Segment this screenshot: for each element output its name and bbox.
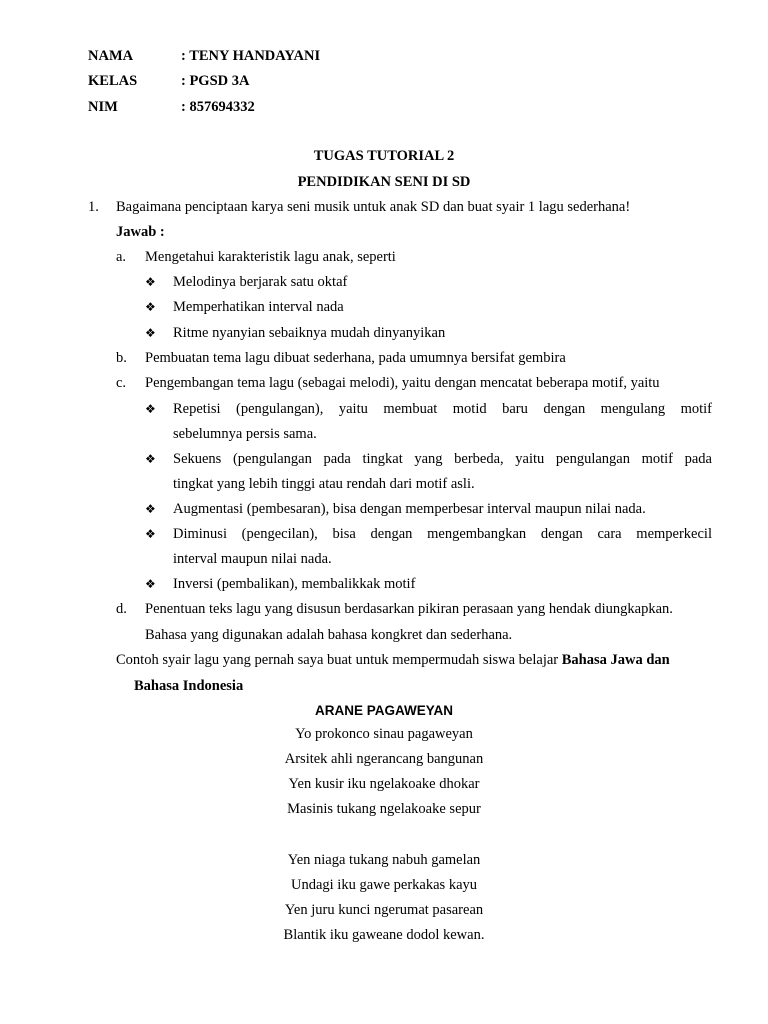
- item-a-bullet-3: Ritme nyanyian sebaiknya mudah dinyanyikan: [173, 325, 446, 341]
- example-intro-bold: Bahasa Jawa dan: [561, 652, 670, 668]
- item-a-marker: a.: [116, 249, 127, 265]
- item-c-text: Pengembangan tema lagu (sebagai melodi), yaitu dengan mencatat beberapa motif, yaitu: [145, 375, 660, 391]
- nim-value: : 857694332: [181, 99, 255, 115]
- item-d-line-1: Penentuan teks lagu yang disusun berdasarkan pikiran perasaan yang hendak diungkapkan.: [145, 601, 673, 617]
- diamond-bullet-icon: ❖: [145, 527, 156, 541]
- example-intro-bold-2: Bahasa Indonesia: [134, 678, 244, 694]
- song-line: Arsitek ahli ngerancang bangunan: [284, 751, 484, 767]
- song-line: Yo prokonco sinau pagaweyan: [295, 726, 473, 742]
- diamond-bullet-icon: ❖: [145, 300, 156, 314]
- diamond-bullet-icon: ❖: [145, 402, 156, 416]
- item-a-text: Mengetahui karakteristik lagu anak, seperti: [145, 249, 396, 265]
- song-line: Yen juru kunci ngerumat pasarean: [284, 902, 484, 918]
- diamond-bullet-icon: ❖: [145, 577, 156, 591]
- item-d-marker: d.: [116, 601, 127, 617]
- song-line: Blantik iku gaweane dodol kewan.: [283, 927, 485, 943]
- question-text: Bagaimana penciptaan karya seni musik untuk anak SD dan buat syair 1 lagu sederhana!: [116, 199, 631, 215]
- item-c-bullet-5: Inversi (pembalikan), membalikkak motif: [173, 576, 416, 592]
- diamond-bullet-icon: ❖: [145, 275, 156, 289]
- answer-label: Jawab :: [116, 224, 165, 240]
- item-c-bullet-4-line-1: Diminusi (pengecilan), bisa dengan mengembangkan dengan cara memperkecil: [173, 526, 712, 542]
- song-line: Yen kusir iku ngelakoake dhokar: [288, 776, 480, 792]
- item-c-marker: c.: [116, 375, 127, 391]
- item-c-bullet-4-line-2: interval maupun nilai nada.: [173, 551, 332, 567]
- song-title: ARANE PAGAWEYAN: [314, 703, 454, 718]
- diamond-bullet-icon: ❖: [145, 326, 156, 340]
- diamond-bullet-icon: ❖: [145, 452, 156, 466]
- kelas-value: : PGSD 3A: [181, 73, 250, 89]
- title-line-2: PENDIDIKAN SENI DI SD: [297, 174, 471, 190]
- song-line: Undagi iku gawe perkakas kayu: [290, 877, 478, 893]
- item-d-line-2: Bahasa yang digunakan adalah bahasa kongkret dan sederhana.: [145, 627, 513, 643]
- song-line: Masinis tukang ngelakoake sepur: [287, 801, 481, 817]
- nama-value: : TENY HANDAYANI: [181, 48, 321, 64]
- item-c-bullet-3: Augmentasi (pembesaran), bisa dengan memperbesar interval maupun nilai nada.: [173, 501, 646, 517]
- song-line: Yen niaga tukang nabuh gamelan: [287, 852, 481, 868]
- item-b-marker: b.: [116, 350, 127, 366]
- item-c-bullet-1-line-2: sebelumnya persis sama.: [173, 426, 317, 442]
- example-intro: [116, 651, 670, 669]
- question-number: 1.: [88, 199, 99, 215]
- nim-label: NIM: [88, 99, 118, 115]
- item-c-bullet-1-line-1: Repetisi (pengulangan), yaitu membuat motid baru dengan mengulang motif: [173, 401, 712, 417]
- diamond-bullet-icon: ❖: [145, 502, 156, 516]
- item-c-bullet-2-line-1: Sekuens (pengulangan pada tingkat yang berbeda, yaitu pengulangan motif pada: [173, 451, 712, 467]
- item-b-text: Pembuatan tema lagu dibuat sederhana, pada umumnya bersifat gembira: [145, 350, 566, 366]
- item-a-bullet-1: Melodinya berjarak satu oktaf: [173, 274, 348, 290]
- title-line-1: TUGAS TUTORIAL 2: [313, 148, 455, 164]
- example-intro-text: Contoh syair lagu yang pernah saya buat untuk mempermudah siswa belajar: [116, 652, 562, 668]
- nama-label: NAMA: [88, 48, 134, 64]
- item-c-bullet-2-line-2: tingkat yang lebih tinggi atau rendah dari motif asli.: [173, 476, 475, 492]
- item-a-bullet-2: Memperhatikan interval nada: [173, 299, 344, 315]
- kelas-label: KELAS: [88, 73, 138, 89]
